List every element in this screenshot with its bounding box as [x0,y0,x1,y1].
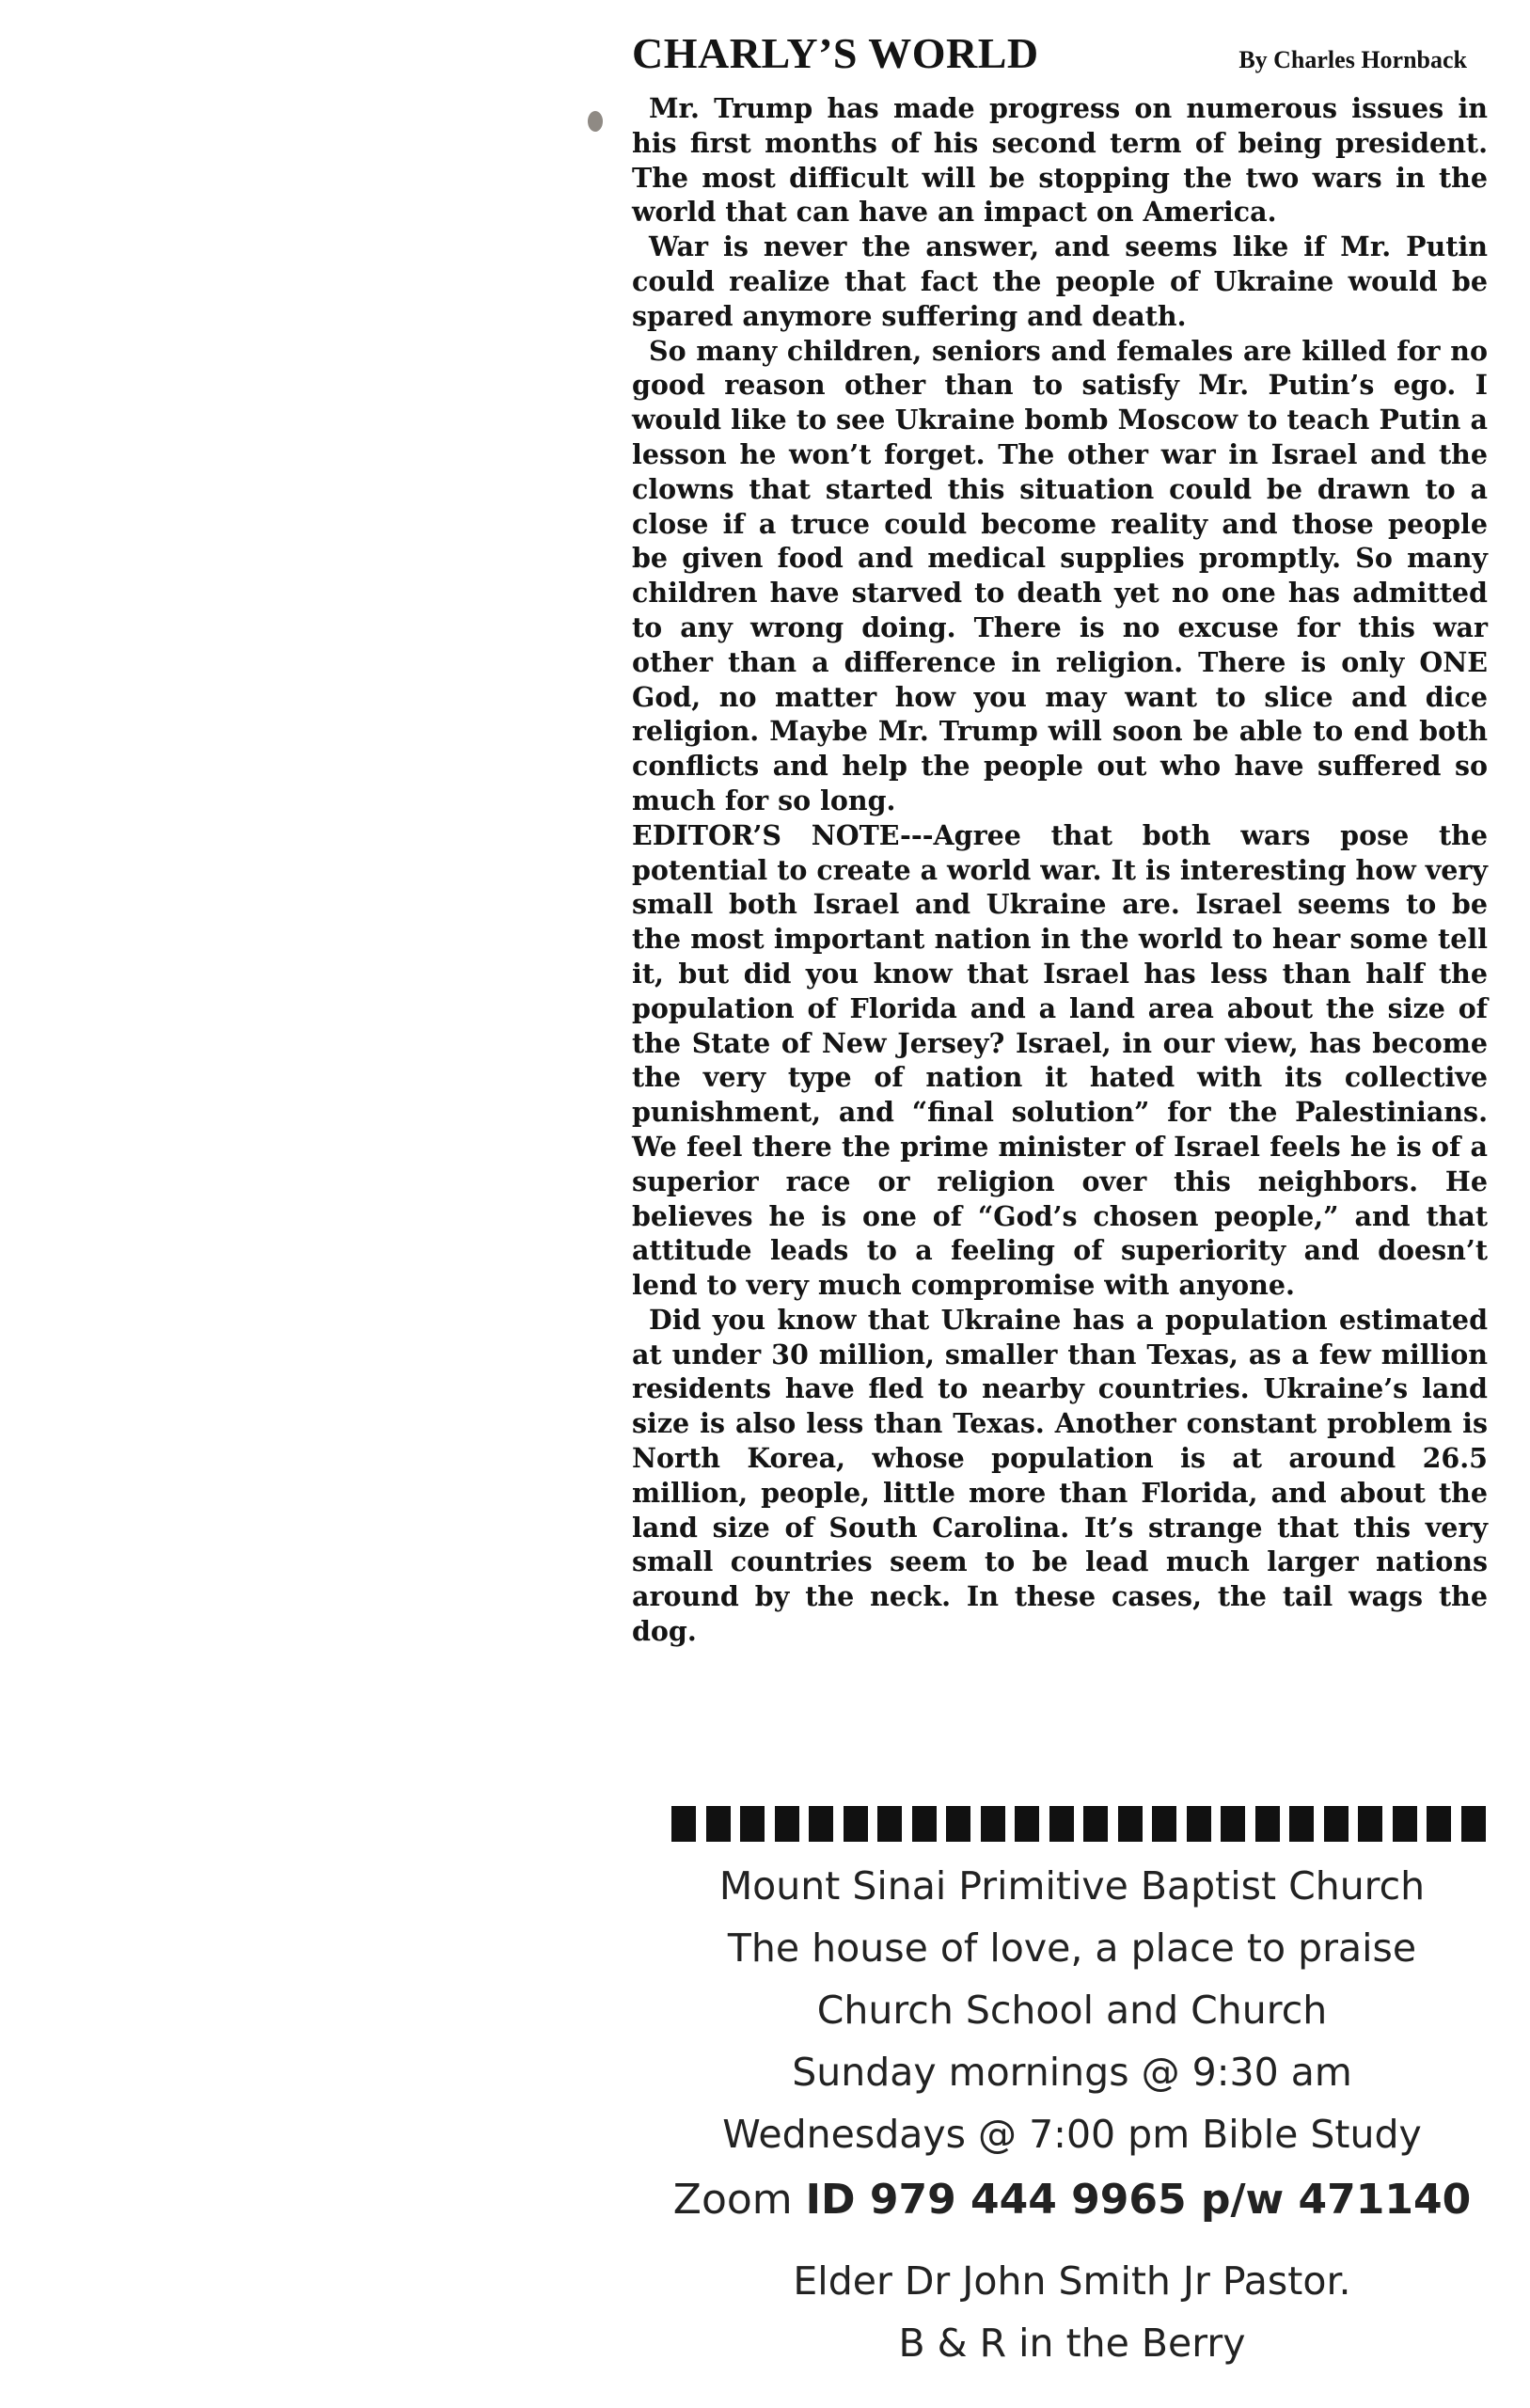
divider-block [1324,1806,1349,1842]
divider-block [740,1806,765,1842]
divider-block [1187,1806,1211,1842]
divider-block [877,1806,902,1842]
divider-block [706,1806,731,1842]
article-body [632,91,1488,1649]
column-header [632,28,1488,78]
divider-block [775,1806,799,1842]
zoom-label: Zoom [672,2176,793,2224]
divider-block [671,1806,696,1842]
church-advertisement [658,1855,1486,2374]
church-tagline: The house of love, a place to praise [727,1925,1417,1971]
divider-block [1221,1806,1245,1842]
block-divider [671,1806,1486,1842]
column-title: CHARLY’S WORLD [632,29,1039,77]
scan-speck [588,111,603,132]
wednesday-schedule: Wednesdays @ 7:00 pm Bible Study [722,2112,1422,2157]
divider-block [1015,1806,1039,1842]
article-paragraph-2: War is never the answer, and seems like if Mr. Putin could realize that fact the people of Ukraine would be spared anymore suffering and death. [632,230,1488,332]
church-name: Mount Sinai Primitive Baptist Church [718,1863,1426,1909]
divider-block [1118,1806,1143,1842]
divider-block [1427,1806,1451,1842]
sunday-schedule: Sunday mornings @ 9:30 am [792,2050,1352,2095]
divider-block [981,1806,1005,1842]
divider-block [1049,1806,1074,1842]
divider-block [1083,1806,1108,1842]
zoom-info [658,2167,1486,2233]
divider-block [1461,1806,1486,1842]
divider-block [912,1806,937,1842]
church-services: Church School and Church [816,1988,1328,2033]
divider-block [1289,1806,1314,1842]
article-paragraph-1: Mr. Trump has made progress on numerous issues in his first months of his second term of being president. The most difficult will be stopping the two wars in the world that can have an impact on America. [632,92,1488,229]
divider-block [1255,1806,1280,1842]
divider-block [1393,1806,1417,1842]
publication-credit: B & R in the Berry [898,2321,1246,2366]
byline: By Charles Hornback [1238,46,1467,73]
divider-block [1152,1806,1176,1842]
divider-block [946,1806,970,1842]
zoom-details: ID 979 444 9965 p/w 471140 [805,2176,1472,2224]
pastor-name: Elder Dr John Smith Jr Pastor. [793,2258,1351,2304]
article-column [632,28,1488,1649]
divider-block [844,1806,868,1842]
divider-block [1358,1806,1382,1842]
article-paragraph-5: Did you know that Ukraine has a population estimated at under 30 million, smaller than Texas, as a few million residents have fled to nearby countries. Ukraine’s land size is also less than Texas. Another constant problem is North Korea, whose population is at around 26.5 million, people, little more than Florida, and about the land size of South Carolina. It’s strange that this very small countries seem to be lead much larger nations around by the neck. In these cases, the tail wags the dog. [632,1303,1488,1648]
divider-block [809,1806,833,1842]
article-paragraph-3: So many children, seniors and females are killed for no good reason other than to satisfy Mr. Putin’s ego. I would like to see Ukraine bomb Moscow to teach Putin a lesson he won’t forget. The other war in Israel and the clowns that started this situation could be drawn to a close if a truce could become reality and those people be given food and medical supplies promptly. So many children have starved to death yet no one has admitted to any wrong doing. There is no excuse for this war other than a difference in religion. There is only ONE God, no matter how you may want to slice and dice religion. Maybe Mr. Trump will soon be able to end both conflicts and help the people out who have suffered so much for so long. [632,334,1488,816]
editors-note-paragraph: EDITOR’S NOTE---Agree that both wars pose the potential to create a world war. It is interesting how very small both Israel and Ukraine are. Israel seems to be the most important nation in the world to hear some tell it, but did you know that Israel has less than half the population of Florida and a land area about the size of the State of New Jersey? Israel, in our view, has become the very type of nation it hated with its collective punishment, and “final solution” for the Palestinians. We feel there the prime minister of Israel feels he is of a superior race or religion over this neighbors. He believes he is one of “God’s chosen people,” and that attitude leads to a feeling of superiority and doesn’t lend to very much compromise with anyone. [632,818,1488,1302]
